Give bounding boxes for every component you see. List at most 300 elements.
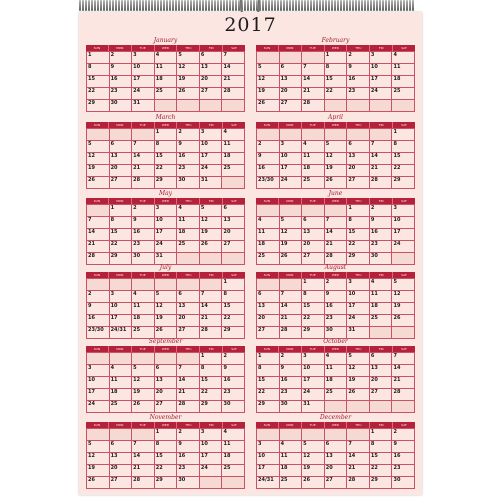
- week-row: [257, 141, 415, 153]
- weekday-label: MON: [109, 122, 132, 128]
- day-cell: [222, 291, 245, 303]
- day-number: 2: [325, 279, 330, 285]
- weekday-label: MON: [279, 346, 302, 352]
- day-cell: [132, 165, 155, 177]
- day-cell: [347, 165, 370, 177]
- spiral-coil: [79, 0, 81, 11]
- day-number: 7: [223, 52, 227, 58]
- weekday-label: FRI: [200, 198, 223, 204]
- day-number: 18: [325, 377, 333, 383]
- day-cell: [132, 441, 155, 453]
- weekday-label: THU: [177, 45, 200, 51]
- day-number: 14: [303, 76, 311, 82]
- day-number: 18: [370, 303, 378, 309]
- day-number: 21: [88, 241, 95, 247]
- spiral-coil: [139, 0, 141, 11]
- day-cell: [280, 217, 303, 229]
- day-number: 11: [133, 303, 141, 309]
- day-number: 19: [258, 88, 265, 94]
- day-cell: [392, 52, 415, 64]
- day-cell: [200, 365, 223, 377]
- day-cell: [110, 153, 133, 165]
- day-cell: [280, 389, 303, 401]
- day-cell: [302, 177, 325, 189]
- weekday-label: SUN: [256, 422, 279, 428]
- weekday-label: SUN: [256, 272, 279, 278]
- blank-cell: [325, 429, 348, 441]
- day-number: 14: [133, 153, 141, 159]
- day-cell: [110, 64, 133, 76]
- blank-cell: [132, 129, 155, 141]
- day-number: 8: [223, 291, 227, 297]
- week-row: [87, 389, 245, 401]
- day-number: 1: [110, 205, 115, 211]
- day-cell: [392, 153, 415, 165]
- week-row: [87, 177, 245, 189]
- day-number: 31: [155, 253, 163, 259]
- spiral-coil: [154, 0, 156, 11]
- spiral-coil: [226, 0, 228, 11]
- day-number: 7: [370, 141, 375, 147]
- day-number: 9: [348, 64, 352, 70]
- day-number: 22: [370, 465, 378, 471]
- day-cell: [87, 217, 110, 229]
- day-number: 30: [325, 327, 333, 333]
- day-cell: [325, 217, 348, 229]
- day-number: 22: [155, 465, 163, 471]
- day-number: 31: [303, 401, 311, 407]
- day-number: 14: [133, 453, 141, 459]
- day-cell: [370, 177, 393, 189]
- day-cell: [155, 129, 178, 141]
- day-cell: [347, 303, 370, 315]
- day-grid: [86, 51, 245, 112]
- week-row: [257, 52, 415, 64]
- day-number: 3: [370, 52, 375, 58]
- day-number: 9: [178, 141, 182, 147]
- spiral-coil: [355, 0, 357, 11]
- day-number: 29: [200, 401, 208, 407]
- day-cell: [132, 241, 155, 253]
- day-number: 19: [303, 465, 311, 471]
- day-grid: [256, 128, 415, 189]
- day-cell: [325, 291, 348, 303]
- day-cell: [110, 88, 133, 100]
- blank-cell: [200, 100, 223, 112]
- day-cell: [347, 279, 370, 291]
- day-cell: [110, 365, 133, 377]
- day-number: 20: [303, 241, 311, 247]
- day-number: 17: [110, 315, 118, 321]
- spiral-coil: [199, 0, 201, 11]
- day-number: 1: [303, 279, 307, 285]
- day-number: 13: [303, 229, 311, 235]
- day-cell: [222, 64, 245, 76]
- day-cell: [222, 229, 245, 241]
- blank-cell: [280, 205, 303, 217]
- day-cell: [347, 365, 370, 377]
- day-cell: [370, 52, 393, 64]
- day-cell: [87, 229, 110, 241]
- day-cell: [177, 291, 200, 303]
- day-cell: [87, 100, 110, 112]
- blank-cell: [347, 129, 370, 141]
- day-cell: [347, 205, 370, 217]
- month-title: June: [328, 190, 343, 197]
- day-cell: [325, 229, 348, 241]
- weekday-label: TUE: [132, 45, 155, 51]
- day-number: 11: [393, 64, 401, 70]
- day-cell: [132, 453, 155, 465]
- month-title: July: [159, 264, 172, 271]
- day-number: 23: [280, 389, 288, 395]
- day-cell: [200, 241, 223, 253]
- day-cell: [132, 377, 155, 389]
- day-cell: [392, 165, 415, 177]
- spiral-coil: [82, 0, 84, 11]
- day-number: 21: [325, 241, 333, 247]
- spiral-coil: [94, 0, 96, 11]
- day-cell: [132, 401, 155, 413]
- day-grid: [86, 428, 245, 489]
- day-cell: [392, 177, 415, 189]
- weekday-label: SAT: [401, 199, 407, 203]
- day-number: 11: [325, 365, 333, 371]
- weekday-label: TUE: [132, 272, 155, 278]
- day-number: 21: [280, 315, 288, 321]
- day-number: 4: [110, 365, 115, 371]
- day-cell: [370, 453, 393, 465]
- spiral-coil: [391, 0, 393, 11]
- day-cell: [302, 453, 325, 465]
- day-number: 30: [133, 253, 141, 259]
- day-number: 10: [155, 217, 163, 223]
- weekday-label: WED: [325, 122, 348, 128]
- day-number: 22: [155, 165, 163, 171]
- week-row: [87, 141, 245, 153]
- spiral-coil: [406, 0, 408, 11]
- day-cell: [392, 315, 415, 327]
- blank-cell: [280, 429, 303, 441]
- day-number: 15: [258, 377, 265, 383]
- day-cell: [87, 76, 110, 88]
- spiral-coil: [103, 0, 105, 11]
- weekday-header: [86, 272, 245, 278]
- day-number: 1: [258, 353, 262, 359]
- weekday-label: SAT: [231, 123, 237, 127]
- day-cell: [302, 217, 325, 229]
- week-row: [257, 279, 415, 291]
- day-number: 23: [348, 88, 356, 94]
- day-number: 20: [258, 315, 265, 321]
- day-number: 17: [348, 303, 356, 309]
- weekday-label: SAT: [401, 123, 407, 127]
- day-number: 15: [200, 377, 208, 383]
- day-number: 12: [88, 453, 95, 459]
- month-title: October: [323, 338, 348, 345]
- day-cell: [155, 377, 178, 389]
- day-cell: [222, 217, 245, 229]
- weekday-label: SAT: [401, 423, 407, 427]
- day-number: 4: [223, 429, 227, 435]
- day-cell: [302, 229, 325, 241]
- day-cell: [370, 217, 393, 229]
- spiral-coil: [100, 0, 102, 11]
- weekday-label: WED: [155, 45, 178, 51]
- day-number: 14: [348, 453, 356, 459]
- day-number: 16: [393, 453, 401, 459]
- day-cell: [347, 177, 370, 189]
- day-number: 7: [303, 64, 307, 70]
- day-number: 9: [133, 217, 137, 223]
- day-number: 3: [88, 365, 92, 371]
- day-number: 28: [88, 253, 95, 259]
- day-number: 24: [133, 88, 141, 94]
- day-cell: [347, 153, 370, 165]
- week-row: [257, 429, 415, 441]
- day-number: 30: [178, 177, 186, 183]
- day-cell: [155, 217, 178, 229]
- day-grid: [256, 204, 415, 265]
- day-cell: [177, 217, 200, 229]
- blank-cell: [257, 52, 280, 64]
- day-cell: [110, 315, 133, 327]
- day-cell: [110, 205, 133, 217]
- spiral-coil: [319, 0, 321, 11]
- day-cell: [177, 377, 200, 389]
- spiral-coil: [172, 0, 174, 11]
- day-number: 20: [280, 88, 288, 94]
- blank-cell: [257, 279, 280, 291]
- day-cell: [132, 205, 155, 217]
- day-number: 21: [348, 465, 356, 471]
- day-number: 2: [370, 205, 375, 211]
- spiral-coil: [286, 0, 288, 11]
- weekday-label: SUN: [256, 198, 279, 204]
- day-number: 5: [280, 217, 285, 223]
- day-cell: [347, 229, 370, 241]
- day-cell: [132, 153, 155, 165]
- day-number: 20: [110, 165, 118, 171]
- day-number: 3: [303, 353, 307, 359]
- day-cell: [302, 365, 325, 377]
- day-grid: [256, 51, 415, 112]
- weekday-label: TUE: [132, 422, 155, 428]
- day-number: 27: [155, 401, 163, 407]
- day-cell: [280, 365, 303, 377]
- weekday-label: THU: [347, 422, 370, 428]
- day-number: 2: [223, 353, 227, 359]
- day-number: 29: [348, 253, 356, 259]
- day-number: 11: [155, 64, 163, 70]
- day-number: 18: [155, 76, 163, 82]
- day-number: 3: [200, 429, 205, 435]
- day-number: 19: [178, 76, 186, 82]
- day-cell: [257, 241, 280, 253]
- blank-cell: [347, 401, 370, 413]
- day-cell: [280, 153, 303, 165]
- weekday-label: MON: [109, 45, 132, 51]
- day-cell: [155, 465, 178, 477]
- day-cell: [280, 88, 303, 100]
- day-number: 23: [325, 315, 333, 321]
- day-cell: [370, 88, 393, 100]
- weekday-label: SAT: [231, 347, 237, 351]
- weekday-header: [86, 422, 245, 428]
- week-row: [257, 217, 415, 229]
- day-cell: [370, 353, 393, 365]
- blank-cell: [302, 52, 325, 64]
- day-cell: [177, 88, 200, 100]
- day-number: 16: [258, 165, 265, 171]
- weekday-label: SUN: [86, 198, 109, 204]
- day-number: 31: [133, 100, 141, 106]
- day-cell: [155, 365, 178, 377]
- day-number: 27: [258, 327, 265, 333]
- day-cell: [110, 377, 133, 389]
- day-number: 12: [258, 76, 265, 82]
- day-cell: [325, 453, 348, 465]
- spiral-coil: [274, 0, 276, 11]
- day-number: 20: [178, 315, 186, 321]
- blank-cell: [87, 279, 110, 291]
- day-cell: [200, 441, 223, 453]
- day-cell: [132, 389, 155, 401]
- day-cell: [302, 64, 325, 76]
- day-number: 15: [303, 303, 311, 309]
- weekday-label: SUN: [256, 45, 279, 51]
- day-cell: [155, 229, 178, 241]
- blank-cell: [200, 279, 223, 291]
- spiral-coil: [190, 0, 192, 11]
- weekday-label: SAT: [231, 273, 237, 277]
- day-number: 6: [200, 52, 205, 58]
- spiral-coil: [289, 0, 291, 11]
- day-number: 24: [88, 401, 95, 407]
- day-number: 12: [280, 229, 288, 235]
- day-number: 7: [133, 141, 137, 147]
- day-cell: [132, 100, 155, 112]
- day-number: 29: [110, 253, 118, 259]
- day-cell: [280, 315, 303, 327]
- day-number: 13: [110, 453, 118, 459]
- day-number: 5: [348, 353, 352, 359]
- blank-cell: [177, 279, 200, 291]
- day-number: 10: [303, 365, 311, 371]
- day-number: 12: [88, 153, 95, 159]
- day-number: 29: [223, 327, 231, 333]
- weekday-label: SAT: [231, 199, 237, 203]
- day-number: 2: [133, 205, 137, 211]
- week-row: [257, 64, 415, 76]
- day-number: 20: [325, 465, 333, 471]
- day-number: 9: [88, 303, 92, 309]
- day-cell: [200, 177, 223, 189]
- day-number: 14: [370, 153, 378, 159]
- spiral-coil: [214, 0, 216, 11]
- day-number: 28: [393, 389, 401, 395]
- day-number: 5: [133, 365, 137, 371]
- day-number: 27: [370, 389, 378, 395]
- day-number: 27: [110, 477, 118, 483]
- day-number: 6: [223, 205, 227, 211]
- day-number: 25: [258, 253, 265, 259]
- spiral-coil: [193, 0, 195, 11]
- day-cell: [392, 441, 415, 453]
- day-number: 14: [280, 303, 288, 309]
- spiral-coil: [307, 0, 309, 11]
- day-number: 28: [133, 177, 141, 183]
- day-number: 6: [110, 141, 115, 147]
- day-number: 23: [370, 241, 378, 247]
- day-cell: [200, 153, 223, 165]
- weekday-label: SAT: [401, 273, 407, 277]
- day-cell: [155, 477, 178, 489]
- day-cell: [222, 429, 245, 441]
- spiral-coil: [304, 0, 306, 11]
- day-number: 1: [393, 129, 397, 135]
- week-row: [257, 88, 415, 100]
- day-cell: [392, 477, 415, 489]
- spiral-coil: [175, 0, 177, 11]
- day-cell: [302, 477, 325, 489]
- day-number: 31: [348, 327, 356, 333]
- day-cell: [280, 441, 303, 453]
- spiral-coil: [202, 0, 204, 11]
- day-cell: [132, 76, 155, 88]
- day-number: 25: [370, 315, 378, 321]
- day-cell: [132, 465, 155, 477]
- spiral-coil: [235, 0, 237, 11]
- day-number: 11: [258, 229, 265, 235]
- weekday-label: WED: [325, 272, 348, 278]
- day-cell: [155, 64, 178, 76]
- day-cell: [200, 52, 223, 64]
- weekday-label: SUN: [256, 122, 279, 128]
- day-cell: [222, 153, 245, 165]
- day-cell: [370, 64, 393, 76]
- day-grid: [86, 352, 245, 413]
- day-number: 28: [325, 253, 333, 259]
- day-cell: [177, 453, 200, 465]
- day-cell: [87, 52, 110, 64]
- day-number: 5: [178, 52, 182, 58]
- day-cell: [280, 303, 303, 315]
- day-cell: [347, 88, 370, 100]
- day-cell: [347, 241, 370, 253]
- day-cell: [325, 76, 348, 88]
- weekday-label: THU: [177, 198, 200, 204]
- day-cell: [392, 389, 415, 401]
- blank-cell: [155, 279, 178, 291]
- day-number: 6: [155, 365, 160, 371]
- week-row: [257, 165, 415, 177]
- day-number: 15: [393, 153, 401, 159]
- weekday-label: TUE: [302, 122, 325, 128]
- spiral-coil: [157, 0, 159, 11]
- day-cell: [325, 315, 348, 327]
- week-row: [87, 291, 245, 303]
- day-cell: [302, 353, 325, 365]
- day-number: 16: [110, 76, 118, 82]
- day-number: 25: [280, 477, 288, 483]
- day-cell: [177, 441, 200, 453]
- day-cell: [177, 177, 200, 189]
- day-cell: [392, 365, 415, 377]
- spiral-coil: [295, 0, 297, 11]
- month-title: November: [149, 414, 182, 421]
- day-number: 8: [303, 291, 307, 297]
